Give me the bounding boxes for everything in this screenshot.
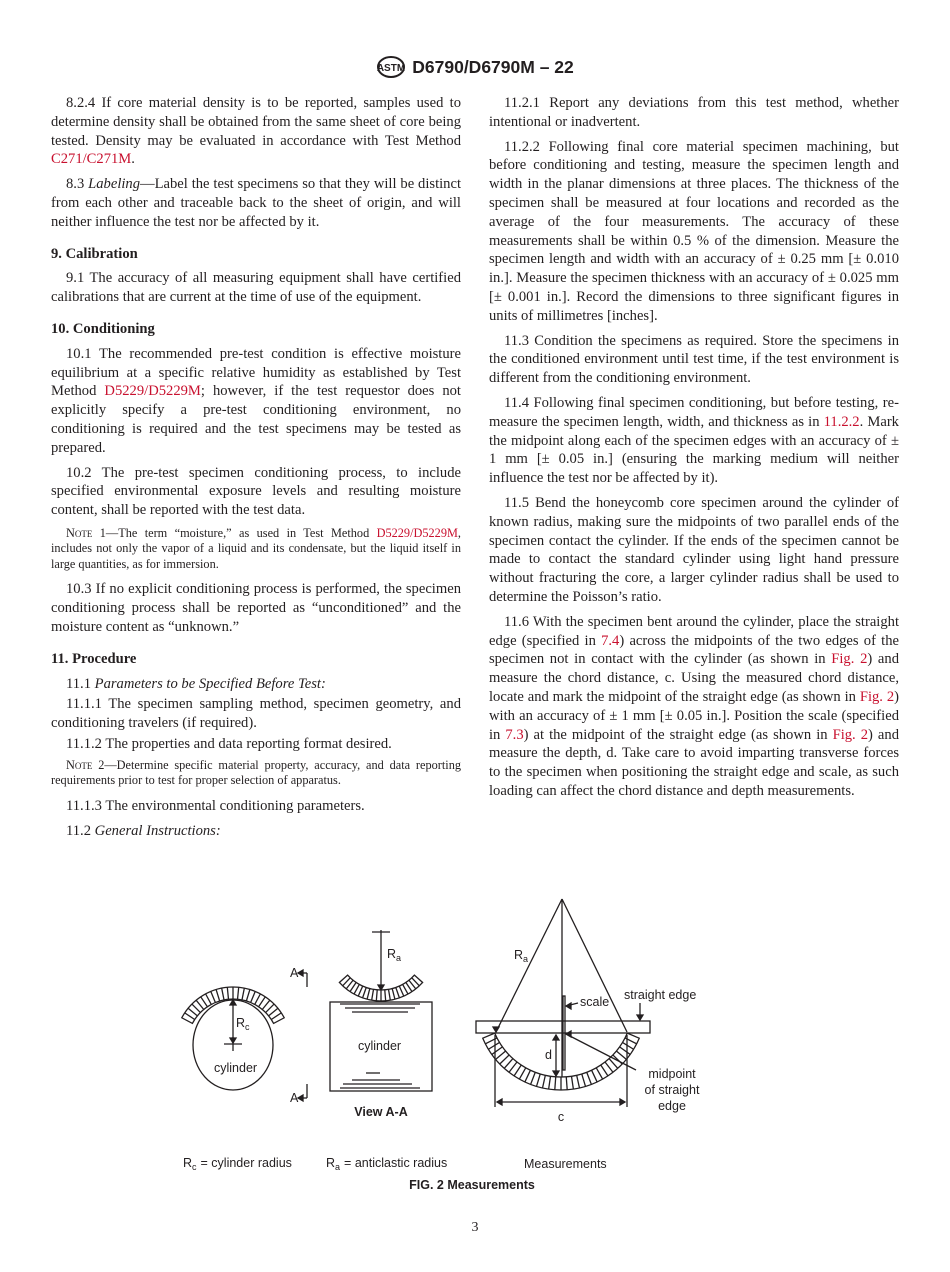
honeycomb-cell-wall (246, 990, 249, 1001)
legend-ra: $R_a$ = anticlastic radius (326, 1156, 448, 1172)
text-run: 9. Calibration (51, 245, 138, 262)
honeycomb-cell-wall (587, 1072, 592, 1084)
arrowhead-icon (566, 1003, 571, 1009)
legend-rc: $R_c$ = cylinder radius (183, 1156, 292, 1172)
honeycomb-cell-wall (605, 1062, 613, 1072)
text-run: 11.3 Condition the specimens as required. Store the specimens in the conditioned environment until test time, if the test environment is different from the conditioning environment. (489, 332, 899, 387)
honeycomb-cell-wall (577, 1075, 580, 1088)
view-a-a-label: View A-A (354, 1105, 408, 1119)
arrowhead-icon (230, 1000, 236, 1005)
arrowhead-icon (493, 1027, 499, 1032)
text-run: 11.2.2 Following final core material specimen machining, but before conditioning and testing, measure the specimen length and width in the planar dimensions at three places. The thickness of the specimen shall be measured at four locations and recorded as the average of the four measurements. The accuracy of these measurements shall be within 0.5 % of the dimension. Measure the specimen length and width with an accuracy of ± 0.25 mm [± 0.010 in.]. Measure the specimen thickness with an accuracy of ± 0.025 mm [± 0.001 in.]. Record the dimensions to three significant figures in units of millimetres [inches]. (489, 138, 899, 324)
honeycomb-cell-wall (514, 1065, 521, 1076)
midpoint-label-3: edge (658, 1099, 686, 1113)
text-run: 11.1.3 The environmental conditioning parameters. (66, 797, 365, 814)
text-run: 1—The term “moisture,” as used in Test Method (92, 525, 377, 540)
text-run: 8.3 (66, 176, 89, 193)
honeycomb-cell-wall (396, 987, 400, 997)
text-run: ) and measure the depth, d. Take care to avoid imparting transverse forces to the specimen when positioning the straight edge and scale, as such loading can affect the chord distance and depth measurements. (489, 726, 899, 799)
honeycomb-cell-wall (543, 1075, 546, 1088)
text-run: —Label the test specimens so that they will be distinct from each other and traceable back to the sheet of origin, and will neither influence the test nor be affected by it. (51, 176, 462, 230)
reference-link[interactable]: D5229/D5229M (104, 383, 201, 400)
arrowhead-icon (566, 1031, 571, 1037)
document-designation: D6790/D6790M – 22 (412, 57, 574, 77)
svg-text:ASTM: ASTM (377, 63, 406, 74)
text-run: , includes not only the vapor of a liquid and its condensate, but the liquid itself in large quantities, as for immersion. (51, 525, 461, 571)
honeycomb-cell-wall (582, 1074, 586, 1086)
scale-label: scale (580, 995, 610, 1009)
note-label: Note (66, 525, 93, 540)
section-mark-bottom: A (290, 1091, 299, 1105)
honeycomb-cell-wall (201, 997, 208, 1007)
ra-line-right (562, 899, 627, 1032)
text-run: ) across the midpoints of the two edges of the specimen not in contact with the cylinder (as shown in (489, 632, 899, 668)
legend-measurements: Measurements (524, 1157, 607, 1171)
reference-link[interactable]: Fig. 2 (859, 688, 895, 705)
honeycomb-cell-wall (262, 1000, 270, 1009)
text-run: 11.1.1 The specimen sampling method, specimen geometry, and conditioning travelers (if required). (51, 696, 461, 732)
honeycomb-cell-wall (531, 1072, 536, 1084)
text-run: . (131, 151, 135, 168)
italic-run: Parameters to be Specified Before Test: (94, 675, 326, 692)
reference-link[interactable]: 11.2.2 (823, 413, 860, 430)
text-run: ) with an accuracy of ± 1 mm [± 0.05 in.]. Position the scale (specified in (489, 688, 900, 743)
italic-run: Labeling (88, 176, 141, 193)
honeycomb-cell-wall (500, 1055, 509, 1064)
reference-link[interactable]: D5229/D5229M (376, 525, 458, 540)
c-label: c (557, 1110, 565, 1124)
honeycomb-cell-wall (376, 990, 377, 1001)
honeycomb-cell-wall (259, 997, 266, 1007)
honeycomb-cell-wall (571, 1076, 573, 1089)
d-label: d (545, 1048, 552, 1062)
honeycomb-cell-wall (622, 1042, 633, 1049)
honeycomb-cell-wall (266, 1004, 274, 1012)
text-run: 11. Procedure (51, 650, 137, 667)
text-run: 10.1 The recommended pre-test condition is effective moisture equilibrium at a specific relative humidity as established by Test Method (51, 345, 461, 400)
text-run: 11.1 (66, 675, 95, 692)
ra-line-left (496, 899, 562, 1032)
honeycomb-cell-wall (620, 1047, 631, 1055)
figure-caption: FIG. 2 Measurements (409, 1178, 535, 1192)
honeycomb-cell-wall (509, 1062, 517, 1072)
honeycomb-cell-wall (238, 987, 239, 999)
honeycomb-cell-wall (392, 989, 395, 1000)
honeycomb-cell-wall (192, 1004, 200, 1012)
text-run: 2—Determine specific material property, accuracy, and data reporting requirements prior to test for proper selection of apparatus. (51, 757, 461, 788)
honeycomb-cell-wall (206, 994, 212, 1005)
honeycomb-cell-wall (488, 1042, 499, 1049)
text-run: 11.5 Bend the honeycomb core specimen around the cylinder of known radius, making sure the midpoints of two parallel ends of the specimen contact the cylinder. If the ends of the specimen cannot be made to contact the standard cylinder using light hand pressure without fracturing the core, a larger cylinder radius shall be used to determine the Poisson’s ratio. (489, 494, 899, 605)
honeycomb-cell-wall (367, 989, 370, 1000)
honeycomb-cell-wall (519, 1068, 525, 1079)
text-run: 10.3 If no explicit conditioning process is performed, the specimen conditioning process shall be reported as “unconditioned” and the moisture content as “unknown.” (51, 581, 461, 636)
ra-label-view: $R_a$ (387, 947, 402, 963)
text-run: 11.2 (66, 822, 95, 839)
note-label: Note (66, 757, 93, 772)
italic-run: General Instructions: (94, 822, 221, 839)
honeycomb-cell-wall (358, 986, 362, 996)
honeycomb-cell-wall (271, 1013, 281, 1020)
honeycomb-cell-wall (537, 1074, 541, 1086)
arrowhead-icon (378, 985, 384, 990)
honeycomb-cell-wall (185, 1013, 195, 1020)
cylinder-label-left: cylinder (214, 1061, 258, 1075)
honeycomb-cell-wall (399, 986, 403, 996)
honeycomb-cell-wall (592, 1070, 598, 1082)
reference-link[interactable]: Fig. 2 (831, 651, 868, 668)
text-run: ; however, if the test requestor does not explicitly specify a pre-test conditioning environment, no conditioning is required and the test specimens may be tested as prepared. (51, 383, 461, 456)
honeycomb-cell-wall (188, 1008, 197, 1016)
arrowhead-icon (298, 1095, 303, 1101)
honeycomb-cell-wall (372, 989, 374, 1000)
reference-link[interactable]: Fig. 2 (832, 726, 869, 743)
reference-link[interactable]: 7.4 (601, 632, 620, 649)
honeycomb-cell-wall (566, 1077, 567, 1090)
text-run: 11.6 With the specimen bent around the cylinder, place the straight edge (specified in (489, 613, 899, 649)
honeycomb-cell-wall (403, 984, 408, 994)
honeycomb-cell-wall (555, 1077, 556, 1090)
straight-edge-label: straight edge (624, 988, 697, 1002)
honeycomb-cell-wall (196, 1000, 204, 1009)
honeycomb-cell-wall (211, 991, 216, 1002)
reference-link[interactable]: 7.3 (505, 726, 524, 743)
honeycomb-cell-wall (525, 1070, 531, 1082)
text-run: 11.4 Following final specimen conditioning, but before testing, re-measure the specimen length, width, and thickness as in (489, 394, 899, 430)
honeycomb-cell-wall (222, 988, 224, 1000)
honeycomb-cell-wall (363, 987, 367, 997)
honeycomb-cell-wall (601, 1065, 608, 1076)
honeycomb-cell-wall (496, 1051, 506, 1059)
arrowhead-icon (553, 1035, 559, 1040)
honeycomb-cell-wall (549, 1076, 551, 1089)
honeycomb-cell-wall (255, 994, 261, 1005)
honeycomb-cell-wall (242, 988, 244, 1000)
cylinder-label-view: cylinder (358, 1039, 402, 1053)
honeycomb-cell-wall (227, 987, 228, 999)
arrowhead-icon (553, 1071, 559, 1076)
honeycomb-cell-wall (389, 989, 391, 1000)
text-run: . Mark the midpoint along each of the specimen edges with an accuracy of ± 1 mm [± 0.05 in.] (ensuring the marking medium will neither influence the test nor be affected by it). (489, 413, 899, 487)
honeycomb-cell-wall (354, 984, 359, 994)
text-run: 10.2 The pre-test specimen conditioning process, to include specified environmental exposure levels and resulting moisture content, shall be reported with the test data. (51, 464, 461, 519)
section-mark-top: A (290, 966, 299, 980)
ra-label-measure: $R_a$ (514, 948, 529, 964)
rc-label: $R_c$ (236, 1016, 250, 1032)
honeycomb-cell-wall (251, 991, 256, 1002)
reference-link[interactable]: C271/C271M (51, 151, 132, 168)
text-run: 11.2.1 Report any deviations from this test method, whether intentional or inadvertent. (489, 95, 899, 130)
text-run: 8.2.4 If core material density is to be reported, samples used to determine density shall be obtained from the same sheet of core being tested. Density may be evaluated in accordance with Test Method (51, 95, 461, 149)
text-run: 9.1 The accuracy of all measuring equipment shall have certified calibrations that are current at the time of use of the equipment. (51, 270, 461, 306)
honeycomb-cell-wall (504, 1059, 513, 1069)
honeycomb-cell-wall (385, 990, 386, 1001)
text-run: 11.1.2 The properties and data reporting format desired. (66, 736, 392, 753)
midpoint-label-1: midpoint (648, 1067, 696, 1081)
arrowhead-icon (620, 1099, 625, 1105)
text-run: ) at the midpoint of the straight edge (as shown in (523, 726, 833, 743)
page-number: 3 (471, 1220, 479, 1235)
arrowhead-icon (298, 970, 303, 976)
honeycomb-cell-wall (616, 1051, 626, 1059)
text-run: ) and measure the chord distance, c. Using the measured chord distance, locate and mark the midpoint of the straight edge (as shown in (489, 651, 900, 705)
text-run: 10. Conditioning (51, 320, 155, 337)
honeycomb-cell-wall (596, 1068, 602, 1079)
honeycomb-cell-wall (492, 1047, 503, 1055)
honeycomb-cell-wall (269, 1008, 278, 1016)
arrowhead-icon (637, 1015, 643, 1020)
honeycomb-cell-wall (216, 990, 219, 1001)
midpoint-label-2: of straight (644, 1083, 700, 1097)
arrowhead-icon (497, 1099, 502, 1105)
